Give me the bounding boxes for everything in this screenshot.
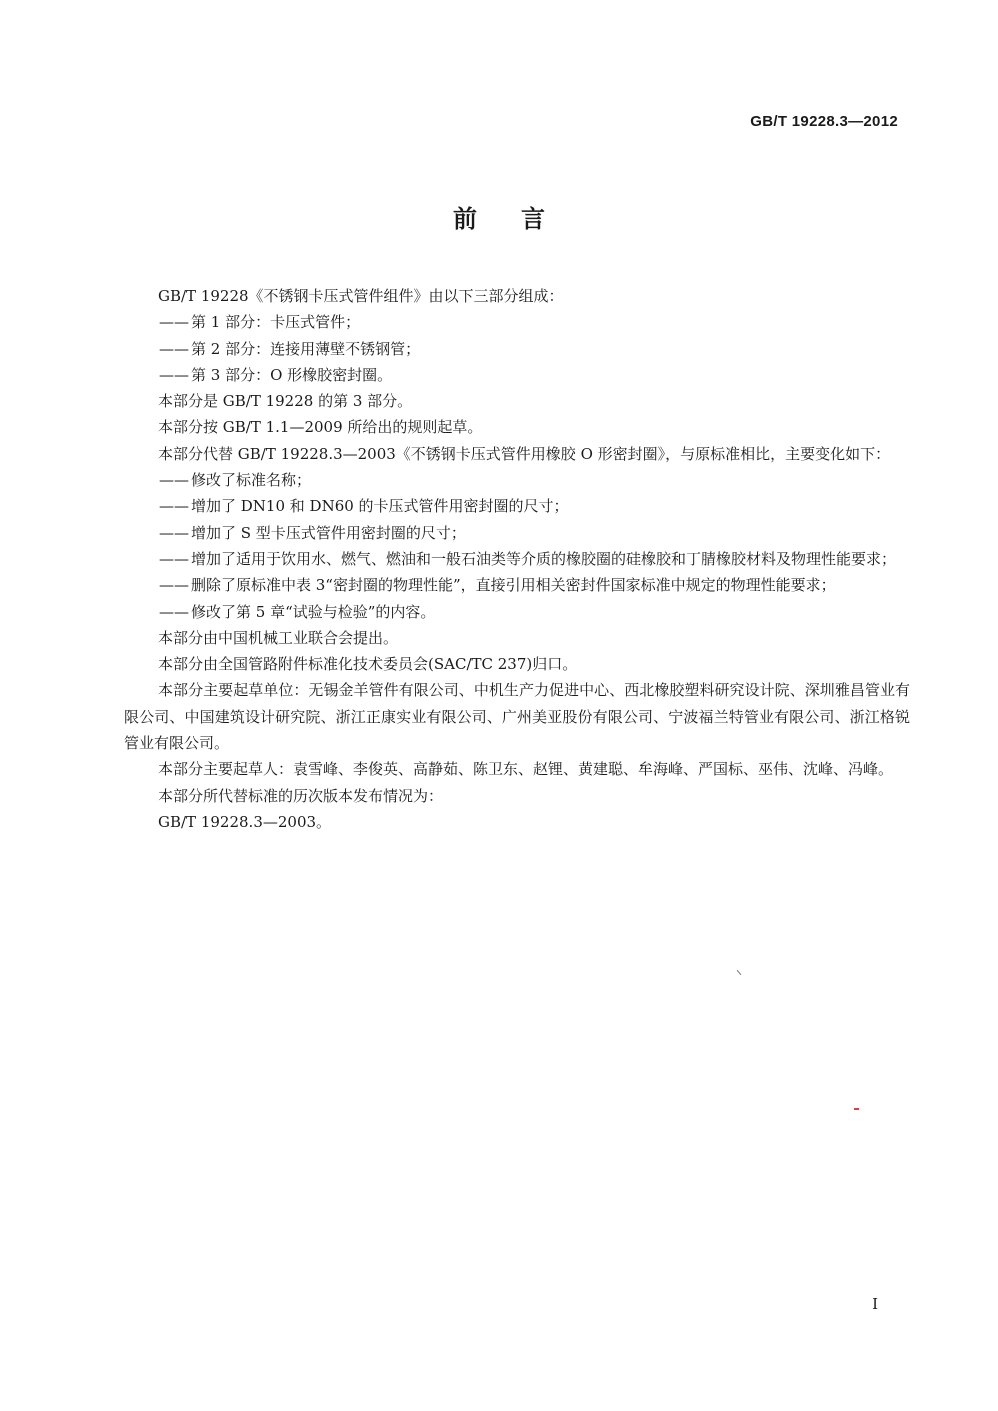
change-item-text: 删除了原标准中表 3“密封圈的物理性能”，直接引用相关密封件国家标准中规定的物理性能要求； (191, 576, 836, 595)
dash: —— (159, 576, 189, 595)
list-item (124, 336, 910, 362)
list-item (124, 362, 910, 388)
page-number: I (872, 1295, 878, 1313)
change-item (124, 467, 910, 493)
list-item-text: 第 1 部分：卡压式管件； (191, 313, 361, 332)
list-item (124, 309, 910, 335)
paragraph-drafters: 本部分主要起草人：袁雪峰、李俊英、高静茹、陈卫东、赵锂、黄建聪、牟海峰、严国标、巫伟、沈峰、冯峰。 (158, 760, 894, 779)
change-item (124, 572, 910, 598)
paragraph-intro: GB/T 19228《不锈钢卡压式管件组件》由以下三部分组成： (158, 287, 564, 305)
change-item (124, 546, 910, 572)
change-item-text: 增加了适用于饮用水、燃气、燃油和一般石油类等介质的橡胶圈的硅橡胶和丁腈橡胶材料及物理性能要求； (191, 549, 897, 568)
dash: —— (159, 313, 189, 332)
paragraph: 本部分是 GB/T 19228 的第 3 部分。 (158, 392, 413, 411)
change-item-text: 修改了第 5 章“试验与检验”的内容。 (191, 602, 436, 621)
foreword-body (124, 283, 910, 835)
paragraph-history: 本部分所代替标准的历次版本发布情况为： (158, 786, 444, 805)
scan-speck (737, 970, 742, 975)
list-item-text: 第 3 部分：O 形橡胶密封圈。 (191, 365, 393, 384)
change-item (124, 520, 910, 546)
change-item-text: 增加了 DN10 和 DN60 的卡压式管件用密封圈的尺寸； (191, 497, 569, 516)
paragraph-proposer: 本部分由中国机械工业联合会提出。 (158, 628, 399, 647)
dash: —— (159, 497, 189, 516)
change-item-text: 修改了标准名称； (191, 471, 312, 490)
paragraph: 本部分按 GB/T 1.1—2009 所给出的规则起草。 (158, 418, 483, 437)
dash: —— (159, 523, 189, 542)
dash: —— (159, 365, 189, 384)
document-code: GB/T 19228.3—2012 (750, 113, 898, 130)
list-item-text: 第 2 部分：连接用薄壁不锈钢管； (191, 339, 421, 358)
scan-speck (854, 1108, 859, 1110)
page-title: 前言 (453, 205, 589, 233)
change-item (124, 599, 910, 625)
dash: —— (159, 549, 189, 568)
paragraph-replaces: 本部分代替 GB/T 19228.3—2003《不锈钢卡压式管件用橡胶 O 形密封圈》，与原标准相比，主要变化如下： (158, 444, 891, 463)
paragraph-committee: 本部分由全国管路附件标准化技术委员会(SAC/TC 237)归口。 (158, 655, 578, 674)
dash: —— (159, 602, 189, 621)
change-item (124, 493, 910, 519)
change-item-text: 增加了 S 型卡压式管件用密封圈的尺寸； (191, 523, 466, 542)
paragraph-previous-edition: GB/T 19228.3—2003。 (158, 812, 332, 831)
dash: —— (159, 471, 189, 490)
paragraph-drafting-units: 本部分主要起草单位：无锡金羊管件有限公司、中机生产力促进中心、西北橡胶塑料研究设计院、深圳雅昌管业有限公司、中国建筑设计研究院、浙江正康实业有限公司、广州美亚股份有限公司、宁波福兰特管业有限公司、浙江格锐管业有限公司。 (124, 681, 910, 753)
dash: —— (159, 339, 189, 358)
